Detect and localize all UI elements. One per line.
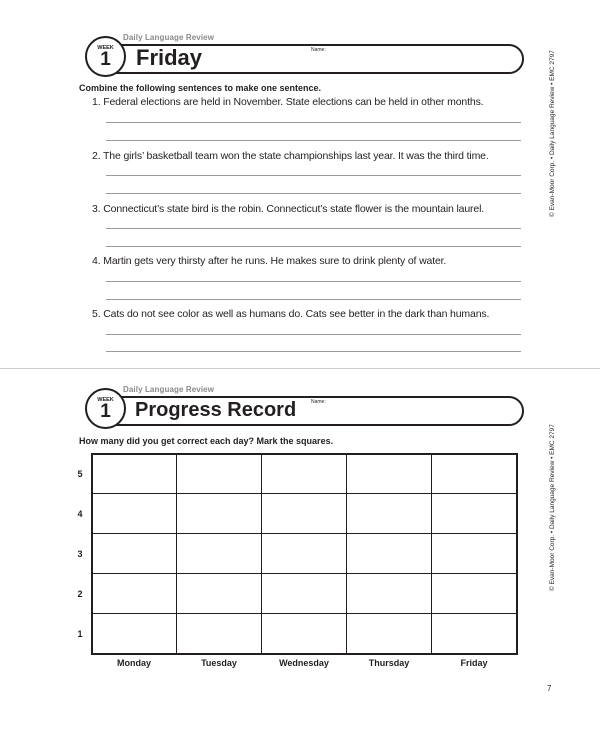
grid-square[interactable] — [346, 453, 432, 494]
grid-square[interactable] — [431, 453, 518, 494]
answer-line[interactable] — [106, 228, 521, 229]
row-label: 2 — [77, 589, 83, 599]
side-copyright: © Evan-Moor Corp. • Daily Language Review • EMC 2797 — [549, 50, 556, 217]
grid-square[interactable] — [261, 493, 347, 534]
page-divider — [0, 368, 600, 369]
grid-square[interactable] — [91, 613, 177, 655]
grid-square[interactable] — [346, 573, 432, 614]
instruction: How many did you get correct each day? Mark the squares. — [79, 436, 334, 446]
grid-square[interactable] — [176, 613, 262, 655]
grid-square[interactable] — [346, 533, 432, 574]
question-1: 1. Federal elections are held in November. State elections can be held in other months. — [92, 96, 484, 108]
page-number: 7 — [547, 684, 552, 693]
instruction: Combine the following sentences to make one sentence. — [79, 83, 322, 93]
grid-square[interactable] — [261, 453, 347, 494]
answer-line[interactable] — [106, 175, 521, 176]
side-copyright: © Evan-Moor Corp. • Daily Language Review • EMC 2797 — [549, 424, 556, 591]
grid-square[interactable] — [176, 493, 262, 534]
week-label: WEEK — [97, 397, 114, 403]
grid-square[interactable] — [261, 533, 347, 574]
page-title: Progress Record — [135, 399, 297, 421]
grid-square[interactable] — [431, 573, 518, 614]
answer-line[interactable] — [106, 281, 521, 282]
series-title: Daily Language Review — [123, 385, 215, 394]
answer-line[interactable] — [106, 246, 521, 247]
day-label-thursday: Thursday — [368, 658, 410, 668]
answer-line[interactable] — [106, 299, 521, 300]
progress-grid-cells — [91, 453, 518, 655]
name-label: Name: — [311, 47, 326, 53]
grid-square[interactable] — [431, 533, 518, 574]
week-number: 1 — [100, 49, 111, 70]
week-badge — [85, 36, 126, 77]
answer-line[interactable] — [106, 351, 521, 352]
week-badge — [85, 388, 126, 429]
grid-square[interactable] — [261, 573, 347, 614]
grid-square[interactable] — [176, 573, 262, 614]
row-label: 3 — [77, 549, 83, 559]
row-label: 4 — [77, 509, 83, 519]
grid-square[interactable] — [176, 533, 262, 574]
day-label-monday: Monday — [116, 658, 151, 668]
question-4: 4. Martin gets very thirsty after he runs. He makes sure to drink plenty of water. — [92, 255, 447, 267]
row-label: 5 — [77, 469, 83, 479]
question-3: 3. Connecticut’s state bird is the robin. Connecticut’s state flower is the mountain laurel. — [92, 203, 485, 215]
answer-line[interactable] — [106, 122, 521, 123]
answer-line[interactable] — [106, 334, 521, 335]
answer-line[interactable] — [106, 140, 521, 141]
week-number: 1 — [100, 401, 111, 422]
week-label: WEEK — [97, 45, 114, 51]
page-title: Friday — [136, 45, 203, 70]
series-title: Daily Language Review — [123, 33, 215, 42]
grid-square[interactable] — [91, 533, 177, 574]
answer-line[interactable] — [106, 193, 521, 194]
grid-square[interactable] — [346, 613, 432, 655]
day-label-wednesday: Wednesday — [279, 658, 329, 668]
grid-square[interactable] — [91, 573, 177, 614]
grid-square[interactable] — [431, 493, 518, 534]
grid-square[interactable] — [261, 613, 347, 655]
name-label: Name: — [311, 399, 326, 405]
grid-square[interactable] — [431, 613, 518, 655]
question-2: 2. The girls’ basketball team won the state championships last year. It was the third time. — [92, 150, 489, 162]
day-label-tuesday: Tuesday — [201, 658, 237, 668]
day-label-friday: Friday — [460, 658, 488, 668]
grid-square[interactable] — [91, 453, 177, 494]
grid-square[interactable] — [176, 453, 262, 494]
row-label: 1 — [77, 629, 83, 639]
grid-square[interactable] — [91, 493, 177, 534]
grid-square[interactable] — [346, 493, 432, 534]
question-5: 5. Cats do not see color as well as humans do. Cats see better in the dark than humans. — [92, 308, 490, 320]
